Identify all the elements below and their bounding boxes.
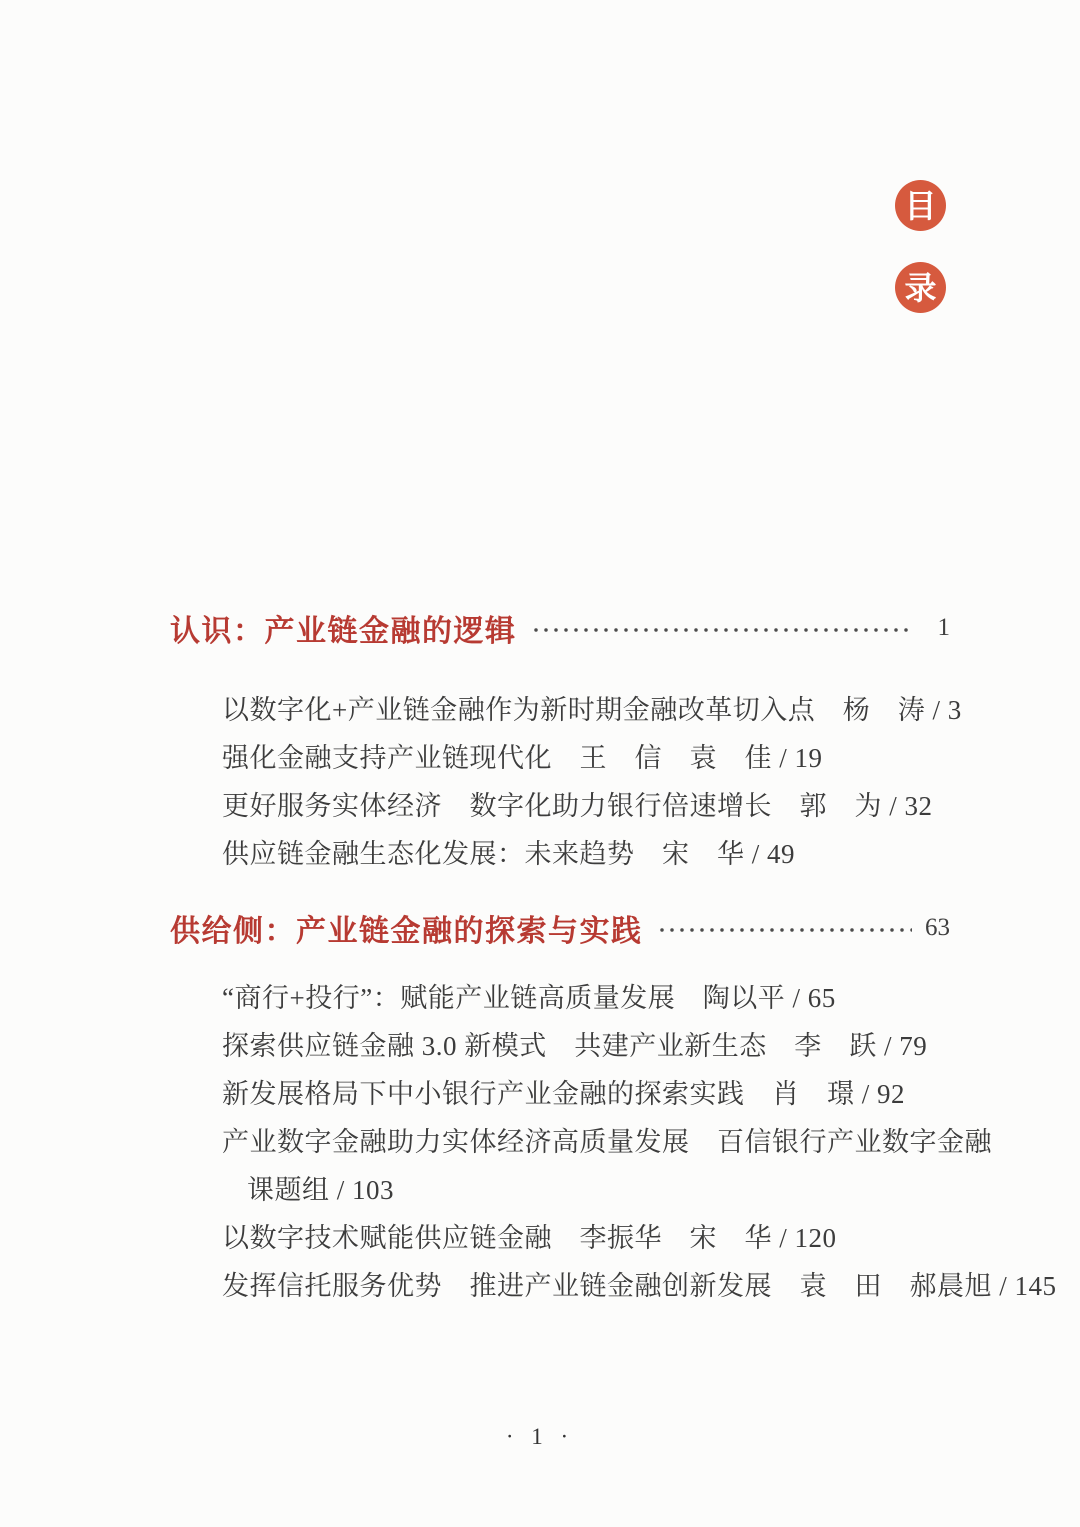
section-heading-row [170, 906, 950, 950]
toc-badge-circle-1 [895, 180, 946, 231]
toc-entry: 探索供应链金融 3.0 新模式 共建产业新生态 李 跃 / 79 [222, 1031, 928, 1061]
toc-entry: 以数字技术赋能供应链金融 李振华 宋 华 / 120 [222, 1223, 837, 1253]
toc-entry: 以数字化+产业链金融作为新时期金融改革切入点 杨 涛 / 3 [222, 695, 962, 725]
toc-entry: 发挥信托服务优势 推进产业链金融创新发展 袁 田 郝晨旭 / 145 [222, 1271, 1057, 1301]
section-title: 供给侧：产业链金融的探索与实践 [170, 915, 643, 948]
toc-entry: 新发展格局下中小银行产业金融的探索实践 肖 璟 / 92 [222, 1079, 906, 1109]
toc-content [170, 606, 1057, 1310]
toc-badge-char-1: 目 [904, 187, 937, 224]
toc-title-badge [895, 180, 946, 313]
dotted-leader [531, 606, 913, 650]
section-title: 认识：产业链金融的逻辑 [170, 615, 517, 648]
dotted-leader [657, 906, 913, 950]
section-understanding [170, 606, 962, 878]
section-supply-side [170, 906, 1057, 1310]
toc-entry-continuation: 课题组 / 103 [247, 1175, 395, 1205]
toc-entry: 供应链金融生态化发展：未来趋势 宋 华 / 49 [222, 839, 796, 869]
section-entries [222, 686, 962, 878]
toc-entry: 更好服务实体经济 数字化助力银行倍速增长 郭 为 / 32 [222, 791, 933, 821]
toc-entry: “商行+投行”：赋能产业链高质量发展 陶以平 / 65 [222, 983, 836, 1013]
section-heading-row [170, 606, 950, 650]
section-entries [222, 974, 1057, 1310]
section-page-number: 63 [925, 914, 950, 941]
toc-entry: 强化金融支持产业链现代化 王 信 袁 佳 / 19 [222, 743, 823, 773]
toc-badge-char-2: 录 [904, 269, 937, 306]
section-page-number: 1 [937, 614, 950, 641]
toc-entry: 产业数字金融助力实体经济高质量发展 百信银行产业数字金融 [222, 1127, 992, 1157]
toc-badge-circle-2 [895, 262, 946, 313]
page-number-footer: · 1 · [505, 1424, 575, 1449]
